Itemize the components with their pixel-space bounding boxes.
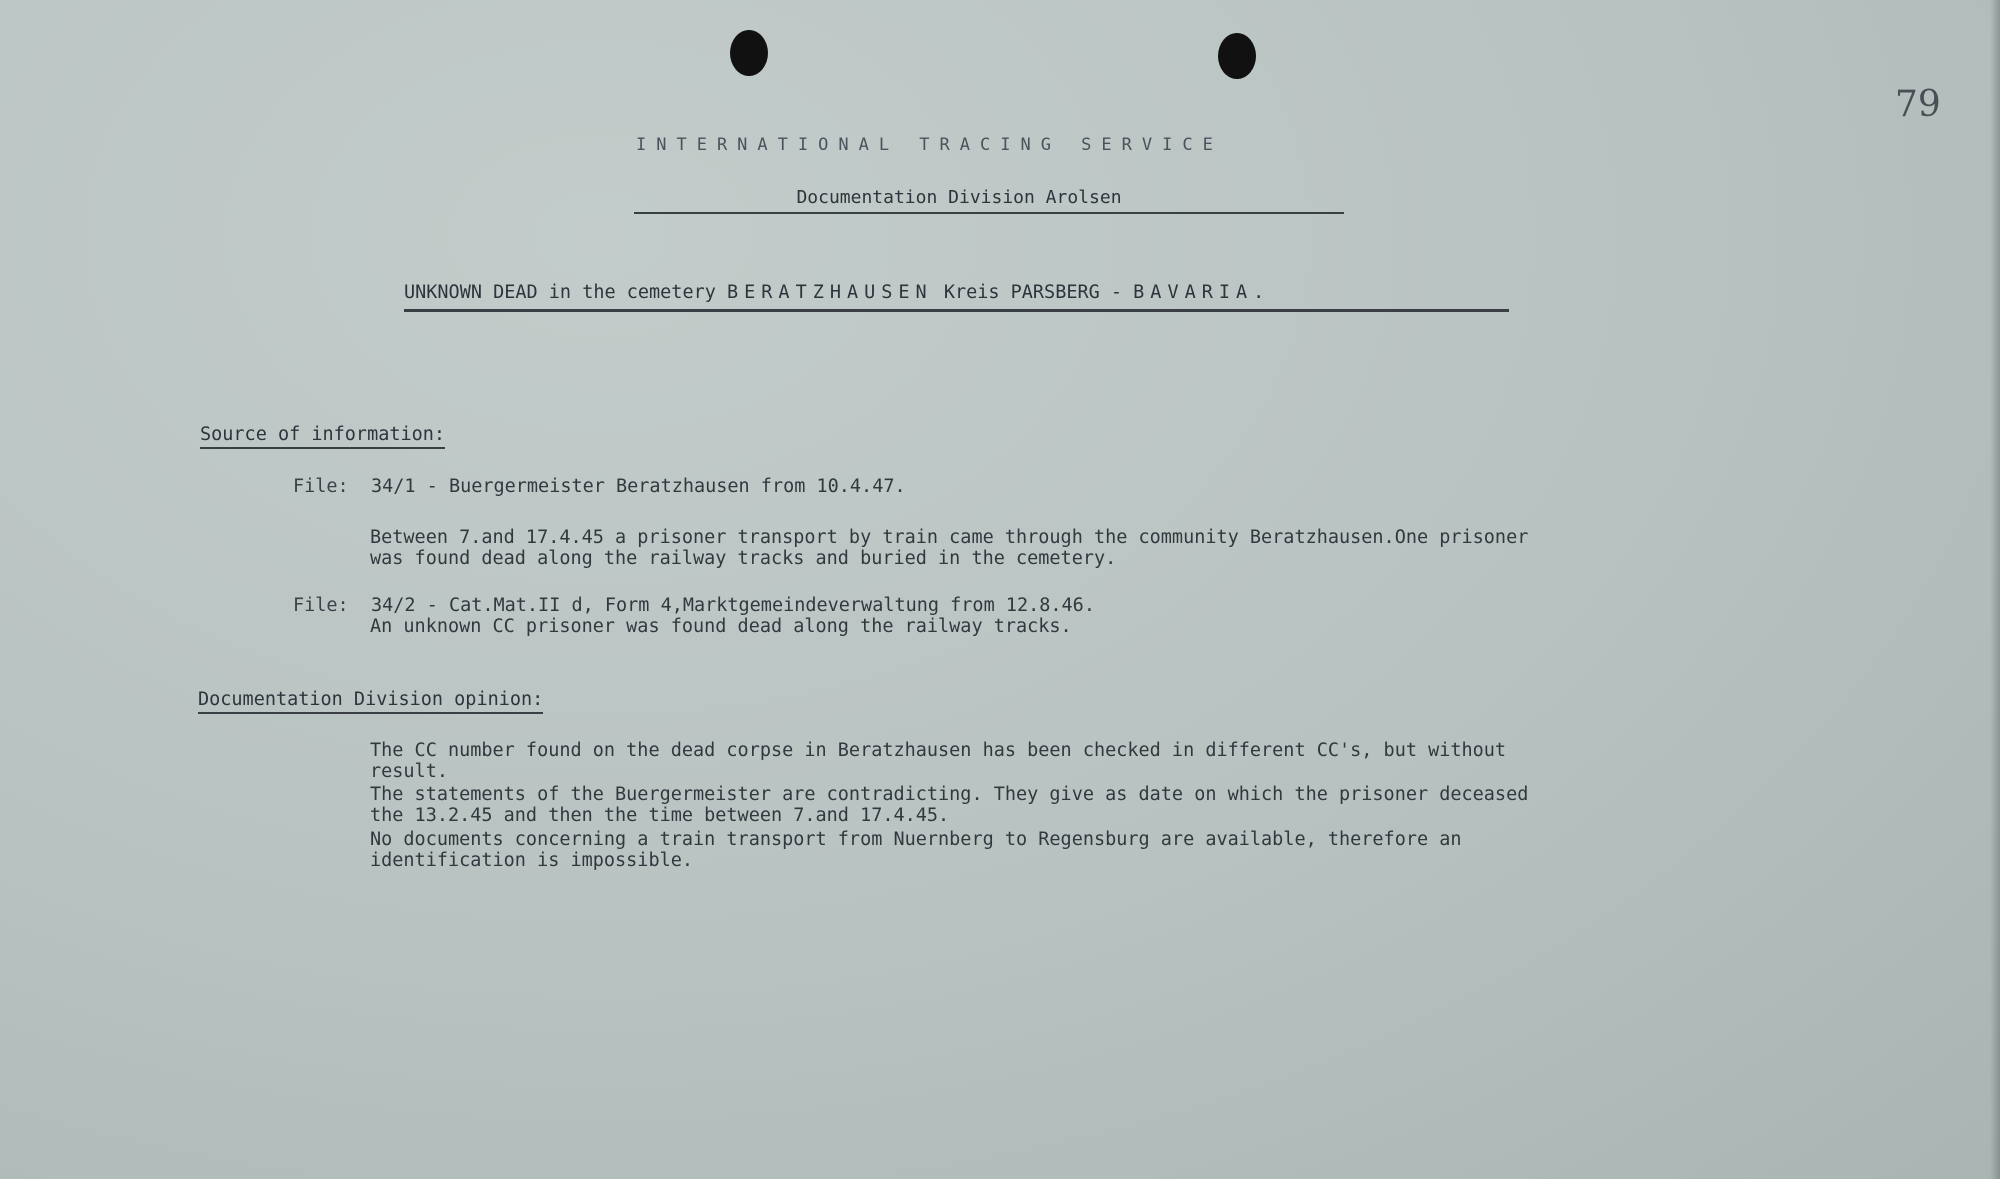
division-text: Documentation Division Arolsen <box>796 187 1122 208</box>
opinion-line: identification is impossible. <box>370 850 694 871</box>
file-1-line: was found dead along the railway tracks and buried in the cemetery. <box>370 548 1117 569</box>
opinion-line: the 13.2.45 and then the time between 7.and 17.4.45. <box>370 805 950 826</box>
file-1-label: File: <box>293 476 349 497</box>
opinion-line: The CC number found on the dead corpse in Beratzhausen has been checked in different CC's, but without <box>370 740 1507 761</box>
title-place: BERATZHAUSEN <box>727 282 933 303</box>
opinion-heading: Documentation Division opinion: <box>198 689 543 714</box>
page-number: 79 <box>1895 84 1941 125</box>
document-title <box>404 282 1509 312</box>
punch-hole-left <box>730 30 768 76</box>
file-2-reference: 34/2 - Cat.Mat.II d, Form 4,Marktgemeindeverwaltung from 12.8.46. <box>370 595 1095 616</box>
division-name <box>634 187 1344 214</box>
organization-name: INTERNATIONAL TRACING SERVICE <box>636 135 1223 155</box>
opinion-line: No documents concerning a train transport from Nuernberg to Regensburg are available, therefore an <box>370 829 1462 850</box>
file-1-entry <box>293 477 906 497</box>
file-1-reference: 34/1 - Buergermeister Beratzhausen from 10.4.47. <box>370 476 906 497</box>
title-prefix: UNKNOWN DEAD in the cemetery <box>404 282 716 303</box>
title-district: Kreis PARSBERG - <box>943 282 1123 303</box>
file-2-entry <box>293 596 1095 616</box>
file-2-label: File: <box>293 595 349 616</box>
file-1-line: Between 7.and 17.4.45 a prisoner transport by train came through the community Beratzhausen.One prisoner <box>370 527 1529 548</box>
punch-hole-right <box>1218 33 1256 79</box>
opinion-line: result. <box>370 761 448 782</box>
opinion-line: The statements of the Buergermeister are contradicting. They give as date on which the prisoner deceased <box>370 784 1529 805</box>
page-edge-shadow <box>1990 0 2000 1179</box>
title-region: BAVARIA. <box>1133 282 1271 303</box>
file-2-line: An unknown CC prisoner was found dead along the railway tracks. <box>370 616 1072 637</box>
source-heading: Source of information: <box>200 424 445 449</box>
